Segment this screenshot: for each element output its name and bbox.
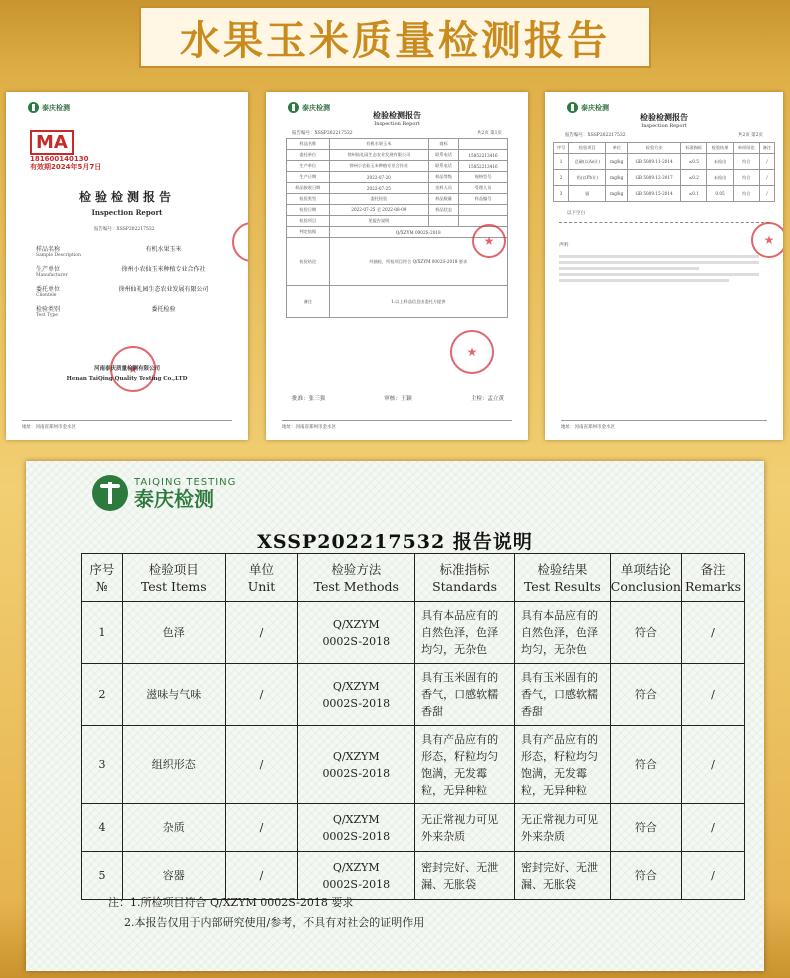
column-header: 标准指标 — [681, 143, 707, 154]
cell: 符合 — [733, 170, 759, 186]
table-row — [287, 205, 508, 216]
taiqing-logo-small — [28, 102, 70, 113]
cell-remark: / — [681, 852, 744, 900]
cell: 徐州小农仙玉米种植专业合作社 — [329, 161, 429, 172]
notes — [108, 893, 424, 933]
report-number: 报告编号：XSSP202217532 — [565, 133, 626, 138]
report-number: 报告编号：XSSP202217532 — [292, 131, 353, 136]
cell: 未检出 — [707, 170, 733, 186]
cell-conclusion: 符合 — [610, 804, 681, 852]
taiqing-logo-icon — [92, 475, 128, 511]
column-header: 单项结论 — [733, 143, 759, 154]
cover-subtitle: Inspection Report — [91, 208, 163, 217]
logo-text-cn: 泰庆检测 — [134, 486, 214, 511]
cell-item: 杂质 — [122, 804, 225, 852]
cell: 检验类型 — [287, 194, 330, 205]
cell-conclusion: 符合 — [610, 664, 681, 726]
cell: 15852213416 — [459, 161, 508, 172]
issuer-name-cn: 河南泰庆质量检测有限公司 — [93, 366, 160, 372]
explanation-table — [81, 553, 745, 900]
column-header-cn: 检验项目 — [148, 561, 199, 577]
page-title: 检验检测报告 — [373, 110, 421, 120]
column-header-cn: 检验结果 — [537, 561, 588, 577]
cell: 铅(以Pb计) — [569, 170, 606, 186]
cell — [429, 216, 459, 227]
report-page-2[interactable] — [545, 92, 783, 440]
cell: 3 — [554, 186, 569, 202]
column-header-1 — [122, 554, 225, 602]
cell-no: 4 — [82, 804, 123, 852]
cell-result: 无正常视力可见外来杂质 — [514, 804, 610, 852]
note-line: 注：1.所检项目符合 Q/XZYM 0002S-2018 要求 — [108, 896, 354, 909]
column-header: 检验方法 — [628, 143, 681, 154]
cell: GB 5009.15-2014 — [628, 186, 681, 202]
cell: 判定依据 — [287, 227, 330, 238]
cell: 样品状态 — [429, 205, 459, 216]
footer-address: 地址：河南省郑州市金水区 — [282, 425, 336, 430]
red-seal-icon — [450, 330, 494, 374]
cover-title: 检验检测报告 — [78, 190, 175, 204]
page-number: 共2页 第2页 — [737, 133, 763, 138]
signature-row — [292, 394, 504, 402]
approver-signature: 批准：张三强 — [292, 396, 326, 402]
cell: 经抽检，所检项目符合 Q/XZYM 0002S-2018 要求 — [329, 238, 507, 286]
cell: 2 — [554, 170, 569, 186]
cell: 符合 — [733, 154, 759, 170]
statement-lines — [559, 252, 759, 285]
table-row — [287, 194, 508, 205]
cell: 2022-07-25 至 2022-08-09 — [329, 205, 429, 216]
cell: 2022-07-20 — [329, 172, 429, 183]
cell: 联系电话 — [429, 150, 459, 161]
table-row — [287, 183, 508, 194]
cell: mg/kg — [606, 170, 628, 186]
cell: 样品等级 — [429, 172, 459, 183]
cell: 1.以上样品信息由委托方提供 — [329, 286, 507, 318]
column-header-en: Test Methods — [313, 578, 399, 594]
cell: GB 5009.11-2014 — [628, 154, 681, 170]
column-header: 单位 — [606, 143, 628, 154]
end-mark: 以下空白 — [567, 211, 585, 216]
red-seal-icon — [751, 222, 783, 258]
logo-text: 泰庆检测 — [42, 103, 70, 112]
table-row — [287, 150, 508, 161]
cover-field — [36, 264, 236, 278]
cell-no: 1 — [82, 602, 123, 664]
cma-valid-date: 有效期2024年5月7日 — [30, 163, 102, 171]
cma-mark-icon: MA — [30, 130, 74, 155]
table-row — [554, 154, 775, 170]
cell: 徐州仙礼园生态农业发展有限公司 — [329, 150, 429, 161]
page-subtitle: Inspection Report — [374, 121, 420, 127]
column-header-4 — [415, 554, 515, 602]
cell-unit: / — [225, 602, 298, 664]
column-header: 序号 — [554, 143, 569, 154]
table-row — [287, 161, 508, 172]
column-header-0 — [82, 554, 123, 602]
table-row — [287, 216, 508, 227]
cell: 样品名称 — [287, 139, 330, 150]
banner-title: 水果玉米质量检测报告 — [180, 17, 610, 64]
column-header-en: Standards — [432, 578, 498, 594]
cell-method: Q/XZYM 0002S-2018 — [298, 804, 415, 852]
table-row — [82, 804, 745, 852]
column-header-6 — [610, 554, 681, 602]
cell-standard: 具有玉米固有的香气，口感软糯香甜 — [415, 664, 515, 726]
field-label-en: Manufacturer — [36, 273, 68, 278]
info-table — [286, 138, 508, 318]
cell: / — [759, 170, 774, 186]
cma-number: 181600140130 — [30, 155, 89, 163]
cell: 商标 — [429, 139, 459, 150]
cell: ≤0.2 — [681, 170, 707, 186]
column-header: 备注 — [759, 143, 774, 154]
table-row — [287, 139, 508, 150]
cell: Q/XZYM 0002S-2018 — [329, 227, 507, 238]
cell-method: Q/XZYM 0002S-2018 — [298, 852, 415, 900]
note-line: 2.本报告仅用于内部研究使用/参考，不具有对社会的证明作用 — [124, 916, 425, 929]
column-header-en: Test Results — [523, 578, 601, 594]
cell: mg/kg — [606, 154, 628, 170]
cell: 检验项目 — [287, 216, 330, 227]
column-header-cn: 备注 — [700, 561, 726, 577]
cell-no: 5 — [82, 852, 123, 900]
field-label-en: Clientele — [36, 293, 57, 298]
cell-no: 2 — [82, 664, 123, 726]
cell: 样品接收日期 — [287, 183, 330, 194]
cell: mg/kg — [606, 186, 628, 202]
cell: 见报告说明 — [329, 216, 429, 227]
field-label: 生产单位 — [36, 266, 61, 273]
cell: 未检出 — [707, 154, 733, 170]
table-row — [554, 170, 775, 186]
cell-unit: / — [225, 852, 298, 900]
cell-result: 具有本品应有的自然色泽，色泽均匀，无杂色 — [514, 602, 610, 664]
explanation-title: XSSP202217532 报告说明 — [257, 531, 533, 553]
cell-remark: / — [681, 726, 744, 804]
cell — [459, 205, 508, 216]
column-header-cn: 单位 — [248, 561, 274, 577]
page-footer — [282, 420, 512, 430]
column-header-en: № — [96, 578, 108, 594]
table-row — [82, 726, 745, 804]
cell: 样品编号 — [459, 194, 508, 205]
cell-no: 3 — [82, 726, 123, 804]
page-title: 检验检测报告 — [640, 112, 688, 122]
results-table — [553, 142, 775, 202]
report-page-1[interactable] — [266, 92, 528, 440]
cell: 检验结论 — [287, 238, 330, 286]
cell-result: 密封完好、无泄漏、无胀袋 — [514, 852, 610, 900]
column-header-en: Remarks — [684, 578, 742, 594]
cell: 符合 — [733, 186, 759, 202]
cell-remark: / — [681, 804, 744, 852]
cell-conclusion: 符合 — [610, 726, 681, 804]
logo-text: 泰庆检测 — [581, 103, 609, 112]
cell: ≤0.5 — [681, 154, 707, 170]
cell-standard: 密封完好、无泄漏、无胀袋 — [415, 852, 515, 900]
field-label: 委托单位 — [36, 286, 61, 293]
table-row — [287, 172, 508, 183]
cell-unit: / — [225, 726, 298, 804]
cell-standard: 具有本品应有的自然色泽，色泽均匀，无杂色 — [415, 602, 515, 664]
cell: 生产单位 — [287, 161, 330, 172]
field-value: 有机水果玉米 — [145, 246, 182, 253]
field-label-en: Test Type — [36, 313, 58, 318]
cover-report-number: 报告编号：XSSP202217532 — [94, 227, 155, 232]
cma-mark — [30, 130, 101, 171]
issuer-name-en: Henan TaiQing Quality Testing Co.,LTD — [66, 376, 188, 382]
field-value: 徐州仙礼园生态农业发展有限公司 — [118, 286, 209, 293]
cover-field — [36, 244, 236, 258]
cell: 受理人员 — [459, 183, 508, 194]
cell-method: Q/XZYM 0002S-2018 — [298, 602, 415, 664]
cell: 15852213416 — [459, 150, 508, 161]
cell — [459, 139, 508, 150]
cell-unit: / — [225, 804, 298, 852]
table-row — [82, 602, 745, 664]
red-seal-icon — [472, 224, 506, 258]
cell: 1 — [554, 154, 569, 170]
logo-text: 泰庆检测 — [302, 103, 330, 112]
cell-standard: 具有产品应有的形态，籽粒均匀饱满，无发霉粒，无异种粒 — [415, 726, 515, 804]
footer-address: 地址：河南省郑州市金水区 — [561, 425, 615, 430]
cell-remark: / — [681, 664, 744, 726]
cell: 送样人员 — [429, 183, 459, 194]
cover-field — [36, 284, 236, 298]
report-explanation-page[interactable] — [26, 461, 764, 971]
column-header: 检验项目 — [569, 143, 606, 154]
cell: / — [759, 186, 774, 202]
cell-result: 具有产品应有的形态，籽粒均匀饱满，无发霉粒，无异种粒 — [514, 726, 610, 804]
table-row — [554, 186, 775, 202]
cell: 2022-07-25 — [329, 183, 429, 194]
cell-item: 色泽 — [122, 602, 225, 664]
cell: 规格型号 — [459, 172, 508, 183]
page-footer — [22, 420, 232, 430]
cell: 有机水果玉米 — [329, 139, 429, 150]
reviewer-signature: 审核：王颖 — [384, 396, 412, 402]
logo-text-en: TAIQING TESTING — [134, 476, 237, 488]
cell-standard: 无正常视力可见外来杂质 — [415, 804, 515, 852]
cell: 镉 — [569, 186, 606, 202]
cell: 备注 — [287, 286, 330, 318]
field-label: 样品名称 — [36, 246, 61, 253]
column-header: 检验结果 — [707, 143, 733, 154]
column-header-3 — [298, 554, 415, 602]
page-footer — [561, 420, 767, 430]
cell: 0.05 — [707, 186, 733, 202]
page-subtitle: Inspection Report — [641, 123, 687, 129]
column-header-7 — [681, 554, 744, 602]
divider — [559, 222, 769, 223]
cell: 总砷(以As计) — [569, 154, 606, 170]
cell-method: Q/XZYM 0002S-2018 — [298, 726, 415, 804]
cell-remark: / — [681, 602, 744, 664]
cell: 联系电话 — [429, 161, 459, 172]
column-header-2 — [225, 554, 298, 602]
cell: 生产日期 — [287, 172, 330, 183]
field-label-en: Sample Description — [36, 253, 81, 258]
notes-label: 声明： — [559, 243, 573, 248]
footer-address: 地址：河南省郑州市金水区 — [22, 425, 76, 430]
page-banner — [139, 6, 651, 68]
column-header-cn: 序号 — [89, 561, 115, 577]
cover-field — [36, 304, 236, 318]
column-header-en: Conclusion — [610, 578, 681, 594]
report-cover-page[interactable] — [6, 92, 248, 440]
column-header-cn: 检验方法 — [331, 561, 382, 577]
column-header-5 — [514, 554, 610, 602]
cell: 检验日期 — [287, 205, 330, 216]
inspector-signature: 主检：孟立黄 — [470, 396, 504, 402]
column-header-en: Unit — [247, 578, 276, 594]
cell-item: 容器 — [122, 852, 225, 900]
cell: 样品数量 — [429, 194, 459, 205]
field-value: 委托检验 — [151, 306, 176, 313]
column-header-cn: 标准指标 — [439, 561, 490, 577]
cell-conclusion: 符合 — [610, 602, 681, 664]
cell-item: 滋味与气味 — [122, 664, 225, 726]
cell: GB 5009.12-2017 — [628, 170, 681, 186]
table-row — [82, 664, 745, 726]
cell-unit: / — [225, 664, 298, 726]
taiqing-logo — [92, 475, 236, 511]
column-header-en: Test Items — [140, 578, 207, 594]
page-number: 共2页 第1页 — [476, 131, 502, 136]
cell: 委托单位 — [287, 150, 330, 161]
cell-conclusion: 符合 — [610, 852, 681, 900]
cell-method: Q/XZYM 0002S-2018 — [298, 664, 415, 726]
taiqing-logo-icon — [28, 102, 39, 113]
cell: / — [759, 154, 774, 170]
cell-result: 具有玉米固有的香气，口感软糯香甜 — [514, 664, 610, 726]
field-value: 徐州小农仙玉米种植专业合作社 — [121, 266, 206, 273]
cell: ≤0.1 — [681, 186, 707, 202]
field-label: 检验类别 — [36, 306, 61, 313]
cell-item: 组织形态 — [122, 726, 225, 804]
column-header-cn: 单项结论 — [620, 561, 671, 577]
cell: 委托检验 — [329, 194, 429, 205]
